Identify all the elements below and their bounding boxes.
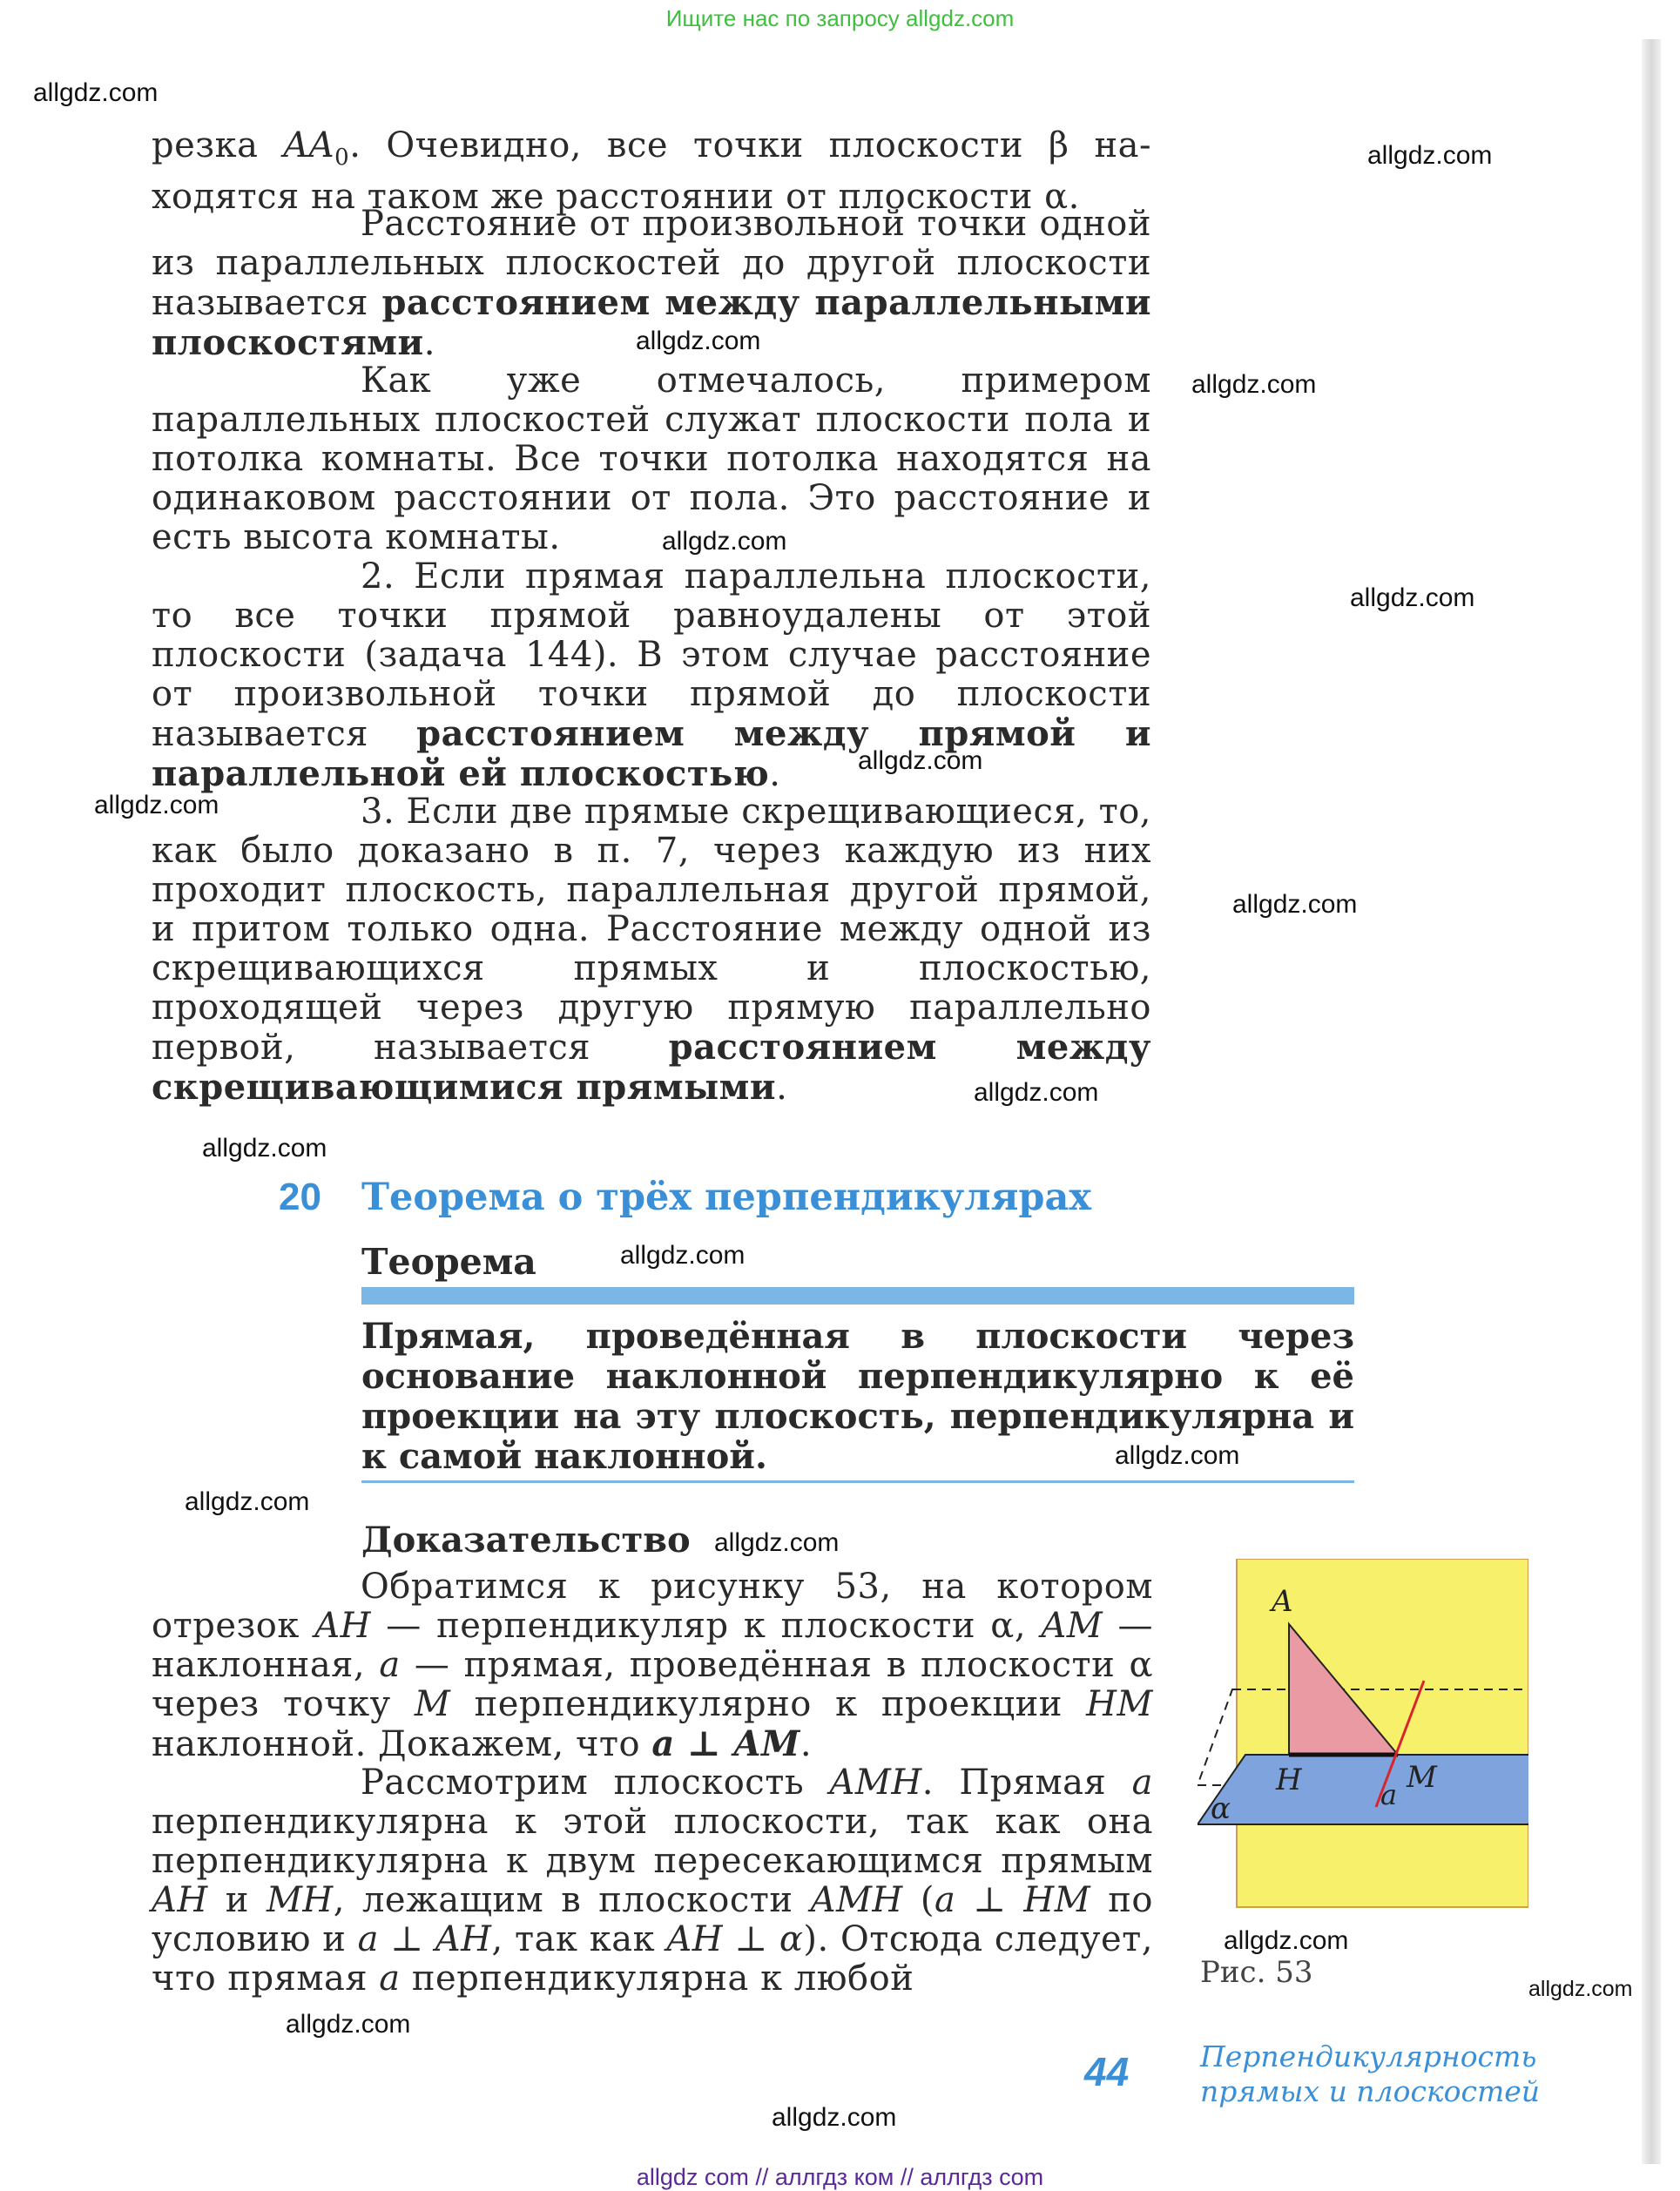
label-alpha: α xyxy=(1211,1791,1231,1826)
watermark: allgdz.com xyxy=(1224,1926,1349,1955)
paragraph-5: 3. Если две прямые скрещивающиеся, то, как было доказано в п. 7, через каждую из них проходит плоскость, параллельная другой прямой, и притом только одна. Расстояние между одной из скрещивающихся прямых и плоскостью, проходящей через другую прямую параллельно первой, называется расстоянием между скрещивающимися прямыми. xyxy=(152,792,1152,1108)
watermark: allgdz.com xyxy=(286,2010,411,2039)
theorem-text: Прямая, проведённая в плоскости через основание наклонной перпендикулярно к её проекции на эту плоскость, перпендикулярна и к самой наклонной. xyxy=(361,1316,1354,1477)
paragraph-1: резка $AA_0$. Очевидно, все точки плоскости β на- ходятся на таком же расстоянии от плоскости α. xyxy=(152,125,1152,217)
chapter-title-line-2: прямых и плоскостей xyxy=(1200,2074,1541,2108)
watermark: allgdz.com xyxy=(1367,141,1493,170)
page-edge-shadow xyxy=(1642,39,1661,2164)
label-a: a xyxy=(1380,1778,1398,1811)
label-H: H xyxy=(1276,1763,1302,1797)
watermark: allgdz.com xyxy=(772,2103,897,2132)
watermark: allgdz.com xyxy=(974,1078,1099,1107)
theorem-bottom-rule xyxy=(361,1480,1354,1483)
watermark: allgdz.com xyxy=(185,1487,310,1516)
watermark: allgdz.com xyxy=(1115,1441,1240,1470)
watermark: allgdz.com xyxy=(714,1528,840,1557)
section-number: 20 xyxy=(279,1176,321,1218)
theorem-top-bar xyxy=(361,1287,1354,1304)
label-A: A xyxy=(1272,1584,1293,1619)
watermark: allgdz.com xyxy=(620,1241,746,1270)
theorem-label: Теорема xyxy=(361,1241,536,1283)
watermark: allgdz.com xyxy=(1191,370,1317,399)
footer-links[interactable]: allgdz com // аллгдз ком // аллгдз com xyxy=(636,2164,1044,2190)
paragraph-4: 2. Если прямая параллельна плоскости, то все точки прямой равноудалены от этой плоскости (задача 144). В этом случае расстояние от произвольной точки прямой до плоскости называется расстоянием между прямой и параллельной ей плоскостью. xyxy=(152,556,1151,794)
plane-alpha xyxy=(1198,1755,1528,1824)
proof-paragraph-2: Рассмотрим плоскость AMH. Прямая a перпендикулярна к этой плоскости, так как она перпендикулярна к двум пересекающимся прямым AH и MH, лежащим в плоскости AMH (a ⊥ HM по условию и a ⊥ AH, так как AH ⊥ α). Отсюда следует, что прямая a перпендикулярна к любой xyxy=(152,1763,1154,1999)
label-M: M xyxy=(1407,1760,1437,1795)
watermark: allgdz.com xyxy=(662,527,787,556)
figure-caption: Рис. 53 xyxy=(1200,1955,1313,1990)
watermark: allgdz.com xyxy=(202,1134,327,1163)
chapter-title-line-1: Перпендикулярность xyxy=(1200,2039,1537,2073)
page-number: 44 xyxy=(1084,2049,1130,2094)
paragraph-2: Расстояние от произвольной точки одной из параллельных плоскостей до другой плоскости называется расстоянием между параллельными плоскостями. xyxy=(152,204,1151,363)
watermark: allgdz.com xyxy=(33,78,159,107)
figure-53 xyxy=(1198,1559,1528,1916)
watermark: allgdz.com xyxy=(636,327,761,355)
paragraph-3: Как уже отмечалось, примером параллельных плоскостей служат плоскости пола и потолка комнаты. Все точки потолка находятся на одинаковом расстоянии от пола. Это расстояние и есть высота комнаты. xyxy=(152,361,1151,557)
proof-paragraph-1: Обратимся к рисунку 53, на котором отрезок AH — перпендикуляр к плоскости α, AM — наклонная, a — прямая, проведённая в плоскости α через точку M перпендикулярно к проекции HM наклонной. Докажем, что a ⊥ AM. xyxy=(152,1567,1153,1764)
watermark: allgdz.com xyxy=(94,791,219,819)
watermark: allgdz.com xyxy=(858,746,983,775)
watermark: allgdz.com xyxy=(1232,890,1358,919)
chapter-title xyxy=(1200,2039,1540,2109)
watermark: allgdz.com xyxy=(1350,583,1475,612)
watermark: allgdz.com xyxy=(1528,1977,1633,2001)
section-title: Теорема о трёх перпендикулярах xyxy=(361,1176,1091,1219)
proof-label: Доказательство xyxy=(361,1520,691,1561)
top-banner[interactable]: Ищите нас по запросу allgdz.com xyxy=(665,5,1015,31)
